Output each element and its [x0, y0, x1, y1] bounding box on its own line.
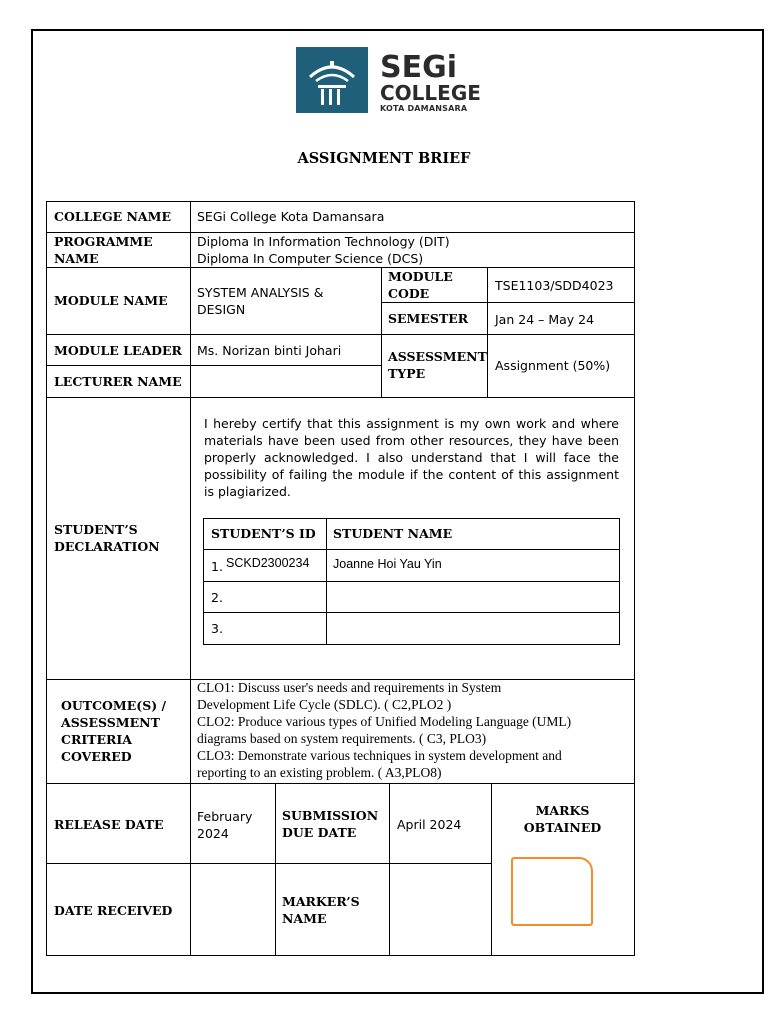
table-rule — [46, 365, 381, 366]
student-row-number: 1. — [211, 559, 223, 574]
marks-obtained-label: MARKS OBTAINED — [523, 803, 602, 835]
college-logo-text — [380, 52, 481, 115]
semester-label: SEMESTER — [388, 311, 469, 326]
table-rule — [46, 334, 635, 335]
student-id-header: STUDENT’S ID — [211, 526, 316, 541]
outcome-line: diagrams based on system requirements. ( C3, PLO3) — [197, 731, 487, 746]
table-border-right — [634, 201, 635, 956]
programme-label: PROGRAMME NAME — [54, 234, 153, 266]
submission-due-date-label: SUBMISSION DUE DATE — [282, 808, 379, 840]
table-rule — [389, 783, 390, 955]
outcome-line: reporting to an existing problem. ( A3,PLO8) — [197, 765, 442, 780]
student-table-rule — [203, 644, 620, 645]
module-leader-label: MODULE LEADER — [54, 343, 182, 358]
module-code-value: TSE1103/SDD4023 — [495, 278, 614, 293]
student-name-header: STUDENT NAME — [333, 526, 453, 541]
student-row-number: 3. — [211, 621, 223, 636]
outcome-line: CLO1: Discuss user's needs and requirements in System — [197, 680, 502, 695]
table-rule — [190, 201, 191, 955]
module-leader-value: Ms. Norizan binti Johari — [197, 343, 342, 358]
logo-brand: SEGi — [380, 50, 458, 85]
lecturer-name-label: LECTURER NAME — [54, 374, 182, 389]
college-name-label: COLLEGE NAME — [54, 209, 171, 224]
table-rule — [46, 783, 635, 784]
semester-value: Jan 24 – May 24 — [495, 312, 595, 327]
page-border — [31, 29, 764, 994]
submission-due-date-value: April 2024 — [397, 817, 462, 832]
college-name-value: SEGi College Kota Damansara — [197, 209, 385, 224]
outcomes-list — [197, 679, 571, 781]
student-table-rule — [203, 549, 620, 550]
table-rule — [46, 397, 635, 398]
table-rule — [46, 955, 635, 956]
student-name-value: Joanne Hoi Yau Yin — [333, 557, 442, 571]
table-rule — [381, 302, 635, 303]
student-table-rule — [326, 518, 327, 645]
declaration-text: I hereby certify that this assignment is my own work and where materials have been used from other resources, they have been properly acknowledged. I also understand that I will face the possibility of failing the module if the content of this assignment is plagiarized. — [204, 416, 619, 499]
student-table-rule — [203, 518, 204, 645]
table-rule — [487, 267, 488, 397]
student-row-number: 2. — [211, 590, 223, 605]
assessment-type-label: ASSESSMENT TYPE — [388, 349, 487, 381]
outcome-line: CLO2: Produce various types of Unified Modeling Language (UML) — [197, 714, 572, 729]
table-rule — [46, 863, 491, 864]
module-name-label: MODULE NAME — [54, 293, 168, 308]
student-id-value: SCKD2300234 — [226, 556, 310, 570]
outcomes-label: OUTCOME(S) / ASSESSMENT CRITERIA COVERED — [61, 698, 167, 764]
date-received-label: DATE RECEIVED — [54, 903, 173, 918]
outcome-line: CLO3: Demonstrate various techniques in system development and — [197, 748, 562, 763]
release-date-value: February 2024 — [197, 809, 253, 841]
programme-value: Diploma In Information Technology (DIT) Diploma In Computer Science (DCS) — [197, 234, 450, 266]
table-border-left — [46, 201, 47, 956]
page-title: ASSIGNMENT BRIEF — [297, 150, 471, 167]
table-rule — [381, 267, 382, 397]
table-rule — [46, 201, 635, 202]
declaration-label: STUDENT’S DECLARATION — [54, 522, 160, 554]
marks-box[interactable] — [511, 857, 593, 926]
logo-sub: COLLEGE — [380, 81, 481, 105]
student-table-rule — [619, 518, 620, 645]
table-rule — [275, 783, 276, 955]
student-table-rule — [203, 612, 620, 613]
table-rule — [46, 267, 635, 268]
student-table-rule — [203, 518, 620, 519]
college-logo-icon — [296, 47, 368, 113]
module-name-value: SYSTEM ANALYSIS & DESIGN — [197, 285, 324, 317]
marker-name-label: MARKER’S NAME — [282, 894, 360, 926]
assessment-type-value: Assignment (50%) — [495, 358, 611, 373]
logo-campus: KOTA DAMANSARA — [380, 104, 468, 113]
release-date-label: RELEASE DATE — [54, 817, 164, 832]
outcome-line: Development Life Cycle (SDLC). ( C2,PLO2 ) — [197, 697, 452, 712]
module-code-label: MODULE CODE — [388, 269, 453, 301]
student-table-rule — [203, 581, 620, 582]
